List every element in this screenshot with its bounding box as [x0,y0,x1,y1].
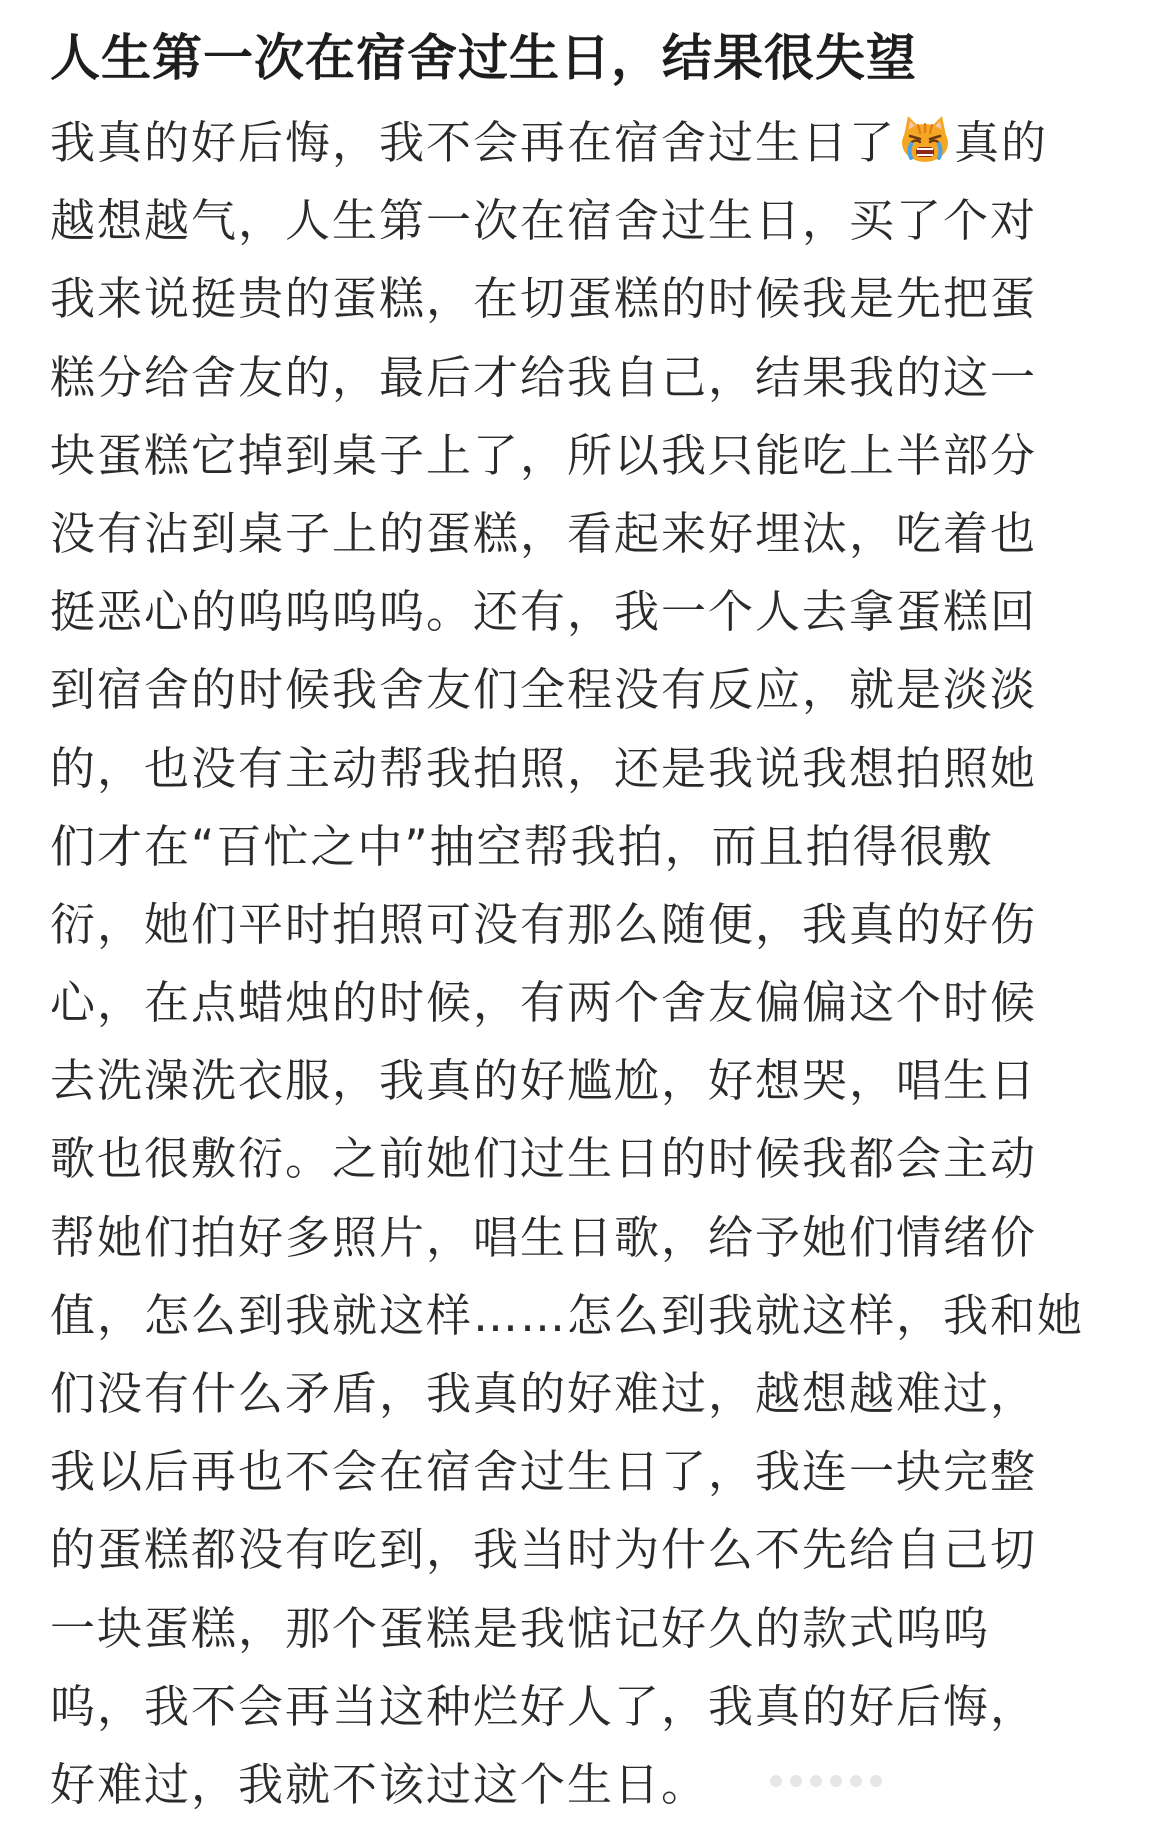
body-line: 的，也没有主动帮我拍照，还是我说我想拍照她 [50,741,1038,795]
body-line: 到宿舍的时候我舍友们全程没有反应，就是淡淡 [50,663,1038,717]
body-line: 越想越气，人生第一次在宿舍过生日，买了个对 [50,194,1038,248]
body-line: 去洗澡洗衣服，我真的好尴尬，好想哭，唱生日 [50,1054,1038,1108]
body-line: 的蛋糕都没有吃到，我当时为什么不先给自己切 [50,1523,1038,1577]
body-line: 没有沾到桌子上的蛋糕，看起来好埋汰，吃着也 [50,506,1038,560]
watermark-dot [770,1775,782,1787]
crying-angry-cat-emoji-icon [898,114,952,164]
body-line: 我以后再也不会在宿舍过生日了，我连一块完整 [50,1445,1038,1499]
body-line: 好难过，我就不该过这个生日。 [50,1757,709,1811]
watermark-dot [870,1775,882,1787]
body-line: 我来说挺贵的蛋糕，在切蛋糕的时候我是先把蛋 [50,272,1038,326]
body-line [50,104,1120,182]
body-line: 值，怎么到我就这样……怎么到我就这样，我和她 [50,1288,1085,1342]
body-line-text: 我真的好后悔，我不会再在宿舍过生日了 [50,116,897,169]
body-line: 挺恶心的呜呜呜呜。还有，我一个人去拿蛋糕回 [50,585,1038,639]
post-title: 人生第一次在宿舍过生日，结果很失望 [50,29,917,87]
body-line: 糕分给舍友的，最后才给我自己，结果我的这一 [50,350,1038,404]
faint-watermark [770,1761,1130,1801]
body-line-text: 真的 [954,116,1049,169]
body-line: 歌也很敷衍。之前她们过生日的时候我都会主动 [50,1132,1038,1186]
post-body [50,104,1120,1824]
body-line: 块蛋糕它掉到桌子上了，所以我只能吃上半部分 [50,428,1038,482]
watermark-dot [790,1775,802,1787]
body-line: 帮她们拍好多照片，唱生日歌，给予她们情绪价 [50,1210,1038,1264]
body-line: 们没有什么矛盾，我真的好难过，越想越难过， [50,1367,1038,1420]
body-line: 一块蛋糕，那个蛋糕是我惦记好久的款式呜呜 [50,1601,991,1655]
post-content [50,18,1120,1824]
body-line: 衍，她们平时拍照可没有那么随便，我真的好伤 [50,897,1038,951]
watermark-dot [850,1775,862,1787]
watermark-dot [810,1775,822,1787]
body-line: 呜，我不会再当这种烂好人了，我真的好后悔， [50,1679,1038,1733]
body-line: 们才在“百忙之中”抽空帮我拍，而且拍得很敷 [50,819,994,873]
watermark-dot [830,1775,842,1787]
body-line: 心，在点蜡烛的时候，有两个舍友偏偏这个时候 [50,976,1038,1030]
